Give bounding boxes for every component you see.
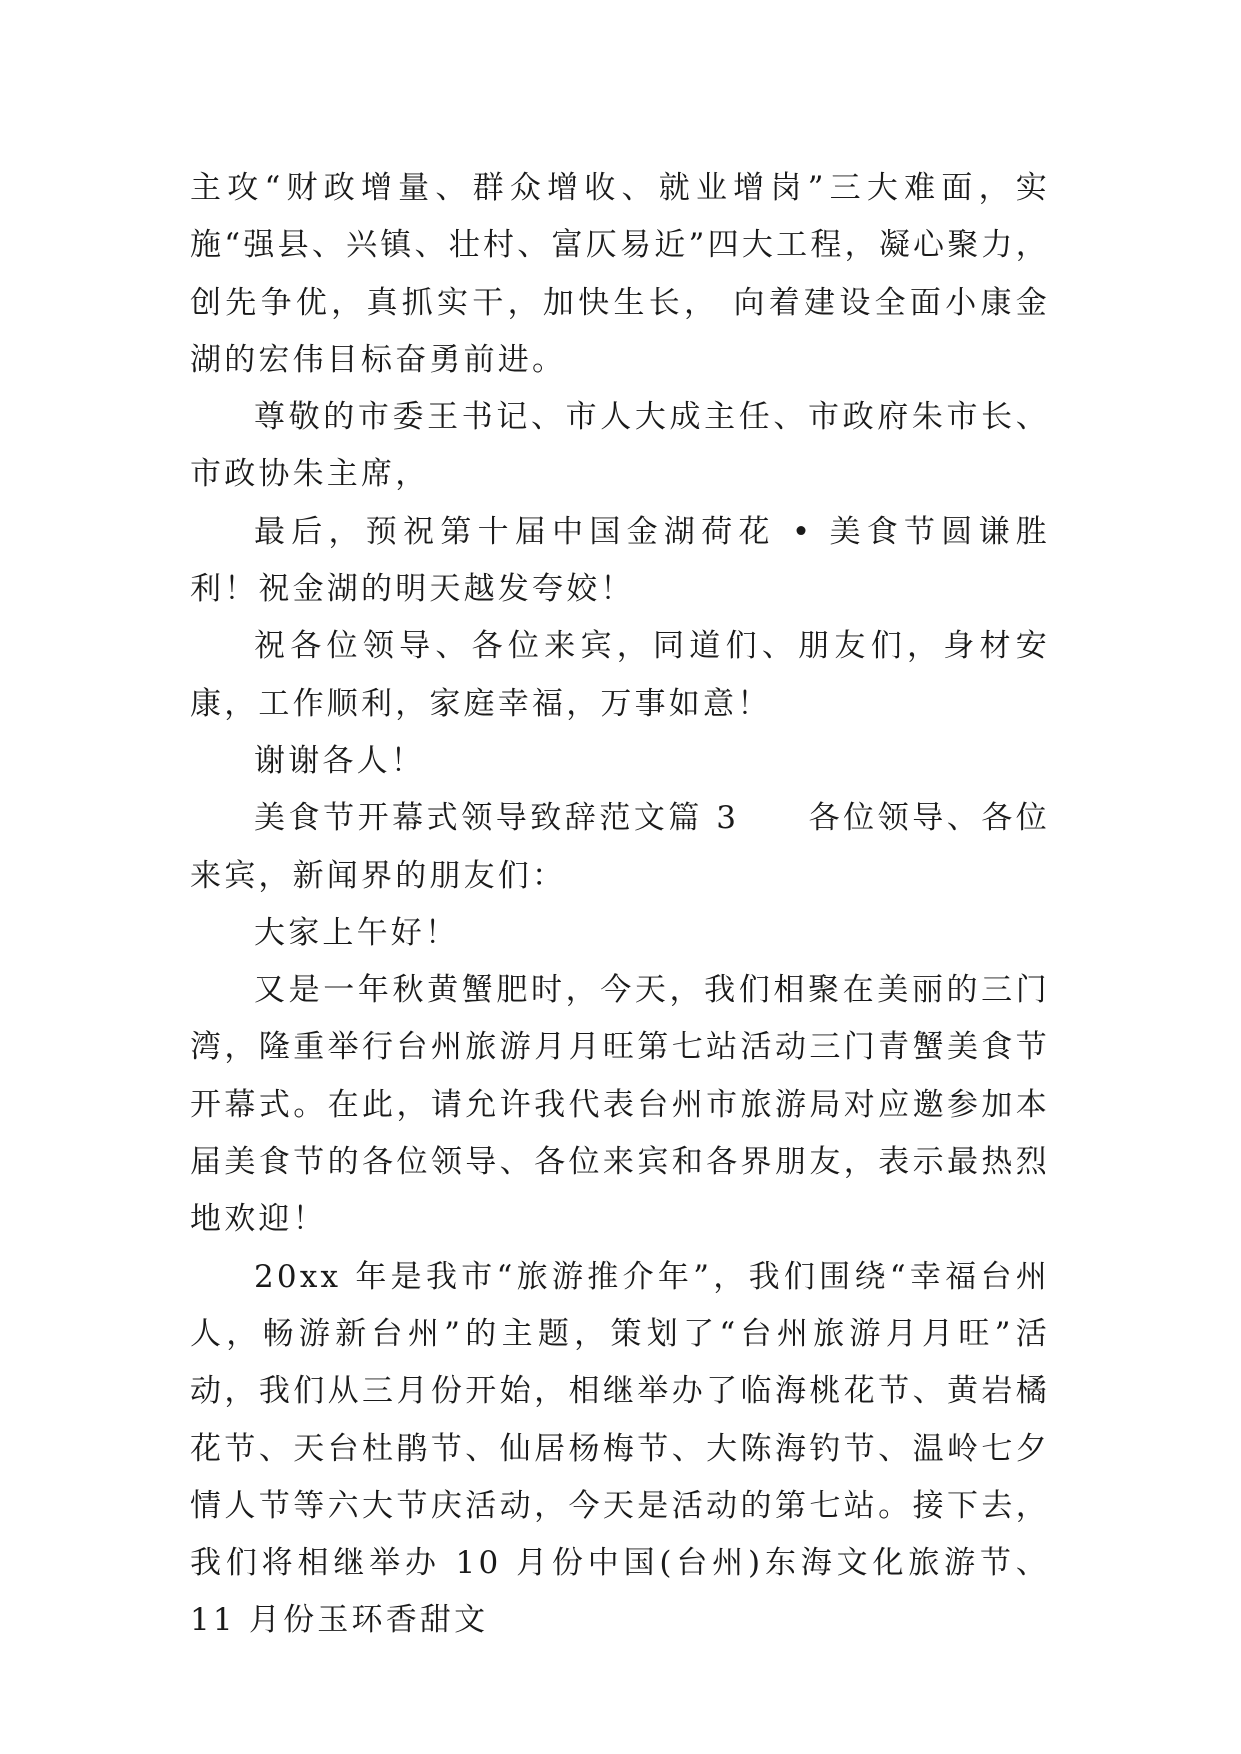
paragraph: 主攻“财政增量、群众增收、就业增岗”三大难面，实施“强县、兴镇、壮村、富仄易近”四大工程，凝心聚力，创先争优，真抓实干，加快生长， 向着建设全面小康金湖的宏伟目标奋勇前进。 (190, 170, 1050, 378)
paragraph: 尊敬的市委王书记、市人大成主任、市政府朱市长、市政协朱主席， (190, 399, 1050, 493)
paragraph: 祝各位领导、各位来宾，同道们、朋友们，身材安康，工作顺利，家庭幸福，万事如意！ (190, 628, 1050, 722)
paragraph: 最后，预祝第十届中国金湖荷花 • 美食节圆谦胜利！祝金湖的明天越发夸姣！ (190, 513, 1050, 608)
paragraph: 大家上午好！ (254, 914, 460, 951)
paragraph: 谢谢各人！ (254, 742, 425, 779)
paragraph: 美食节开幕式领导致辞范文篇 3 各位领导、各位来宾，新闻界的朋友们： (190, 800, 1050, 894)
paragraph: 20xx 年是我市“旅游推介年”，我们围绕“幸福台州人，畅游新台州”的主题，策划了“台州旅游月月旺”活动，我们从三月份开始，相继举办了临海桃花节、黄岩橘花节、天台杜鹃节、仙居杨梅节、大陈海钓节、温岭七夕情人节等六大节庆活动，今天是活动的第七站。接下去，我们将相继举办 10 月份中国(台州)东海文化旅游节、11 月份玉环香甜文 (190, 1258, 1050, 1639)
document-body (190, 160, 1050, 1650)
paragraph: 又是一年秋黄蟹肥时，今天，我们相聚在美丽的三门湾，隆重举行台州旅游月月旺第七站活动三门青蟹美食节开幕式。在此，请允许我代表台州市旅游局对应邀参加本届美食节的各位领导、各位来宾和各界朋友，表示最热烈地欢迎！ (190, 972, 1050, 1238)
